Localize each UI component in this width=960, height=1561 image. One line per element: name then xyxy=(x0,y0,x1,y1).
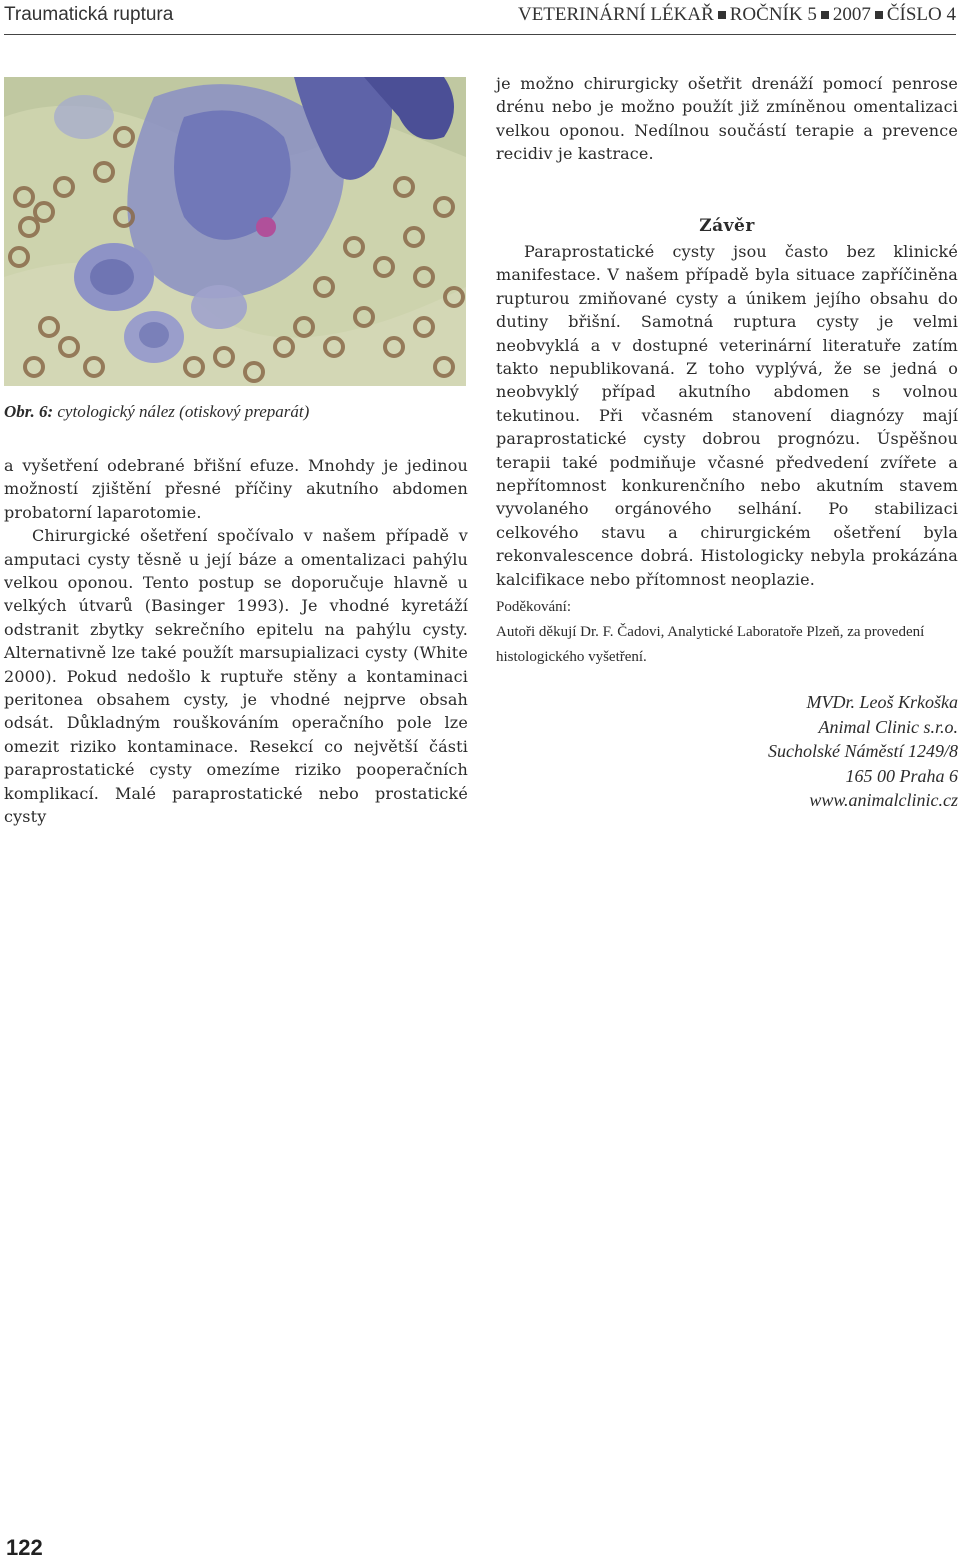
acknowledgement-text: Autoři děkují Dr. F. Čadovi, Analytické Laboratoře Plzeň, za provedení histologického vyšetření. xyxy=(496,624,925,665)
caption-text: cytologický nález (otiskový preparát) xyxy=(53,402,310,421)
journal-name: VETERINÁRNÍ LÉKAŘ xyxy=(517,4,714,25)
paragraph: a vyšetření odebrané břišní efuze. Mnohdy je jedinou možností zjištění přesné příčiny akutního abdomen probatorní laparotomie. xyxy=(4,456,468,522)
paragraph: je možno chirurgicky ošetřit drenáží pomocí penrose drénu nebo je možno použít již zmíněnou omentalizaci velkou oponou. Nedílnou součástí terapie a prevence recidiv je kastrace. xyxy=(496,74,958,164)
author-street: Sucholské Náměstí 1249/8 xyxy=(768,741,958,761)
issue: ČÍSLO 4 xyxy=(886,4,956,25)
page-number: 122 xyxy=(6,1535,43,1560)
author-city: 165 00 Praha 6 xyxy=(845,765,958,786)
conclusion-text xyxy=(496,240,958,591)
right-column-continuation xyxy=(496,72,958,166)
paragraph: Paraprostatické cysty jsou často bez klinické manifestace. V našem případě byla situace zapříčiněna rupturou zmiňované cysty a únikem jejího obsahu do dutiny břišní. Samotná ruptura cysty je velmi neobvyklá a v dostupné veterinární literatuře zatím takto nepublikovaná. Z toho vyplývá, že se jedná o neobvyklý případ akutního abdomen s volnou tekutinou. Při včasném stanovení diagnózy mají paraprostatické cysty dobrou prognózu. Úspěšnou terapii také podmiňuje včasné předvedení zvířete a nepřítomnost konkurenčního nebo akutním stavem vyvolaného orgánového selhání. Po stabilizaci celkového stavu a chirurgickém ošetření byla rekonvalescence dobrá. Histologicky nebyla prokázána kalcifikace nebo přítomnost neoplazie. xyxy=(496,242,958,589)
page-header xyxy=(0,0,960,38)
journal-info xyxy=(518,4,956,26)
separator-square-icon xyxy=(718,11,726,19)
figure-caption xyxy=(4,402,474,422)
author-clinic: Animal Clinic s.r.o. xyxy=(818,716,958,737)
acknowledgement-label: Poděkování: xyxy=(496,599,571,615)
cytology-micrograph xyxy=(4,77,466,386)
section-title: Závěr xyxy=(699,216,755,236)
year: 2007 xyxy=(832,4,871,25)
author-address xyxy=(768,690,958,813)
author-name: MVDr. Leoš Krkoška xyxy=(806,692,958,712)
left-column xyxy=(4,454,468,829)
running-title: Traumatická ruptura xyxy=(4,4,174,25)
header-rule xyxy=(4,34,956,35)
author-website-link[interactable]: www.animalclinic.cz xyxy=(809,790,958,810)
volume: ROČNÍK 5 xyxy=(729,4,817,25)
caption-label: Obr. 6: xyxy=(4,402,54,421)
separator-square-icon xyxy=(821,11,829,19)
paragraph: Chirurgické ošetření spočívalo v našem případě v amputaci cysty těsně u její báze a omentalizaci pahýlu velkou oponou. Tento postup se doporučuje hlavně u velkých útvarů (Basinger 1993). Je vhodné kyretáží odstranit zbytky sekrečního epitelu na pahýlu cysty. Alternativně lze také použít marsupializaci cysty (White 2000). Pokud nedošlo k ruptuře stěny a kontaminaci peritonea obsahem cysty, je vhodné nejprve obsah odsát. Důkladným rouškováním operačního pole lze omezit riziko kontaminace. Resekcí co největší části paraprostatické cysty omezíme riziko pooperačních komplikací. Malé paraprostatické nebo prostatické cysty xyxy=(4,526,468,827)
separator-square-icon xyxy=(875,11,883,19)
